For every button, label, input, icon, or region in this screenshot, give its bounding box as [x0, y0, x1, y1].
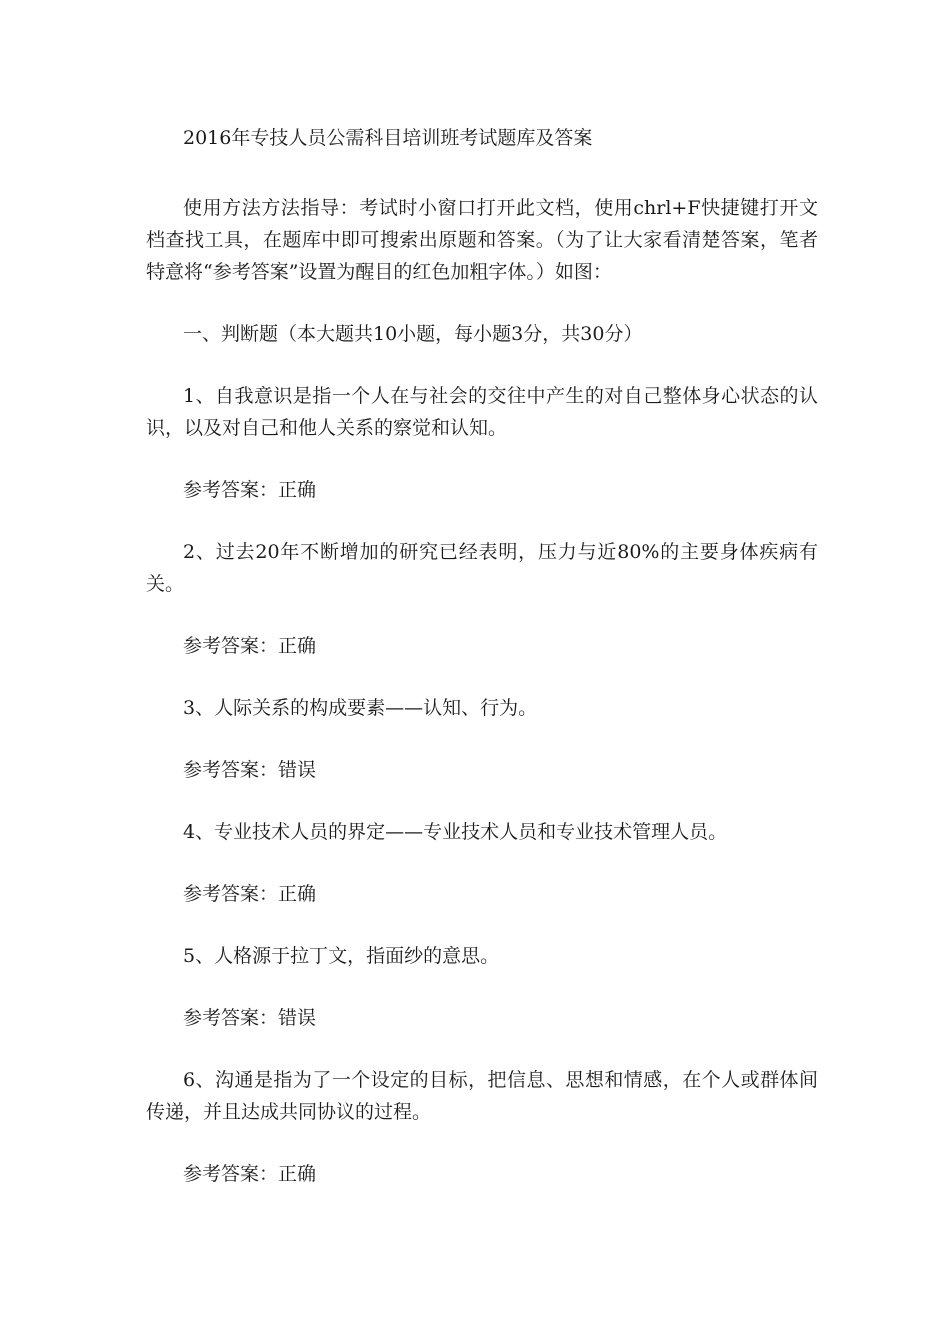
answer-3: 参考答案：错误: [183, 759, 317, 781]
document-title: 2016年专技人员公需科目培训班考试题库及答案: [183, 127, 593, 149]
section-heading: 一、判断题（本大题共10小题，每小题3分，共30分）: [183, 323, 643, 345]
document-body: [146, 122, 818, 1220]
question-3: 3、人际关系的构成要素——认知、行为。: [183, 697, 538, 719]
question-6: 6、沟通是指为了一个设定的目标，把信息、思想和情感，在个人或群体间传递，并且达成共同协议的过程。: [146, 1069, 818, 1123]
question-1: 1、自我意识是指一个人在与社会的交往中产生的对自己整体身心状态的认识，以及对自己和他人关系的察觉和认知。: [146, 385, 818, 439]
answer-1: 参考答案：正确: [183, 479, 317, 501]
answer-2: 参考答案：正确: [183, 635, 317, 657]
usage-instructions: 使用方法方法指导：考试时小窗口打开此文档，使用chrl+F快捷键打开文档查找工具，在题库中即可搜索出原题和答案。（为了让大家看清楚答案，笔者特意将“参考答案”设置为醒目的红色加粗字体。）如图：: [146, 197, 818, 283]
question-2: 2、过去20年不断增加的研究已经表明，压力与近80%的主要身体疾病有关。: [146, 541, 818, 595]
question-4: 4、专业技术人员的界定——专业技术人员和专业技术管理人员。: [183, 821, 728, 843]
answer-4: 参考答案：正确: [183, 883, 317, 905]
answer-6: 参考答案：正确: [183, 1163, 317, 1185]
question-5: 5、人格源于拉丁文，指面纱的意思。: [183, 945, 500, 967]
answer-5: 参考答案：错误: [183, 1007, 317, 1029]
